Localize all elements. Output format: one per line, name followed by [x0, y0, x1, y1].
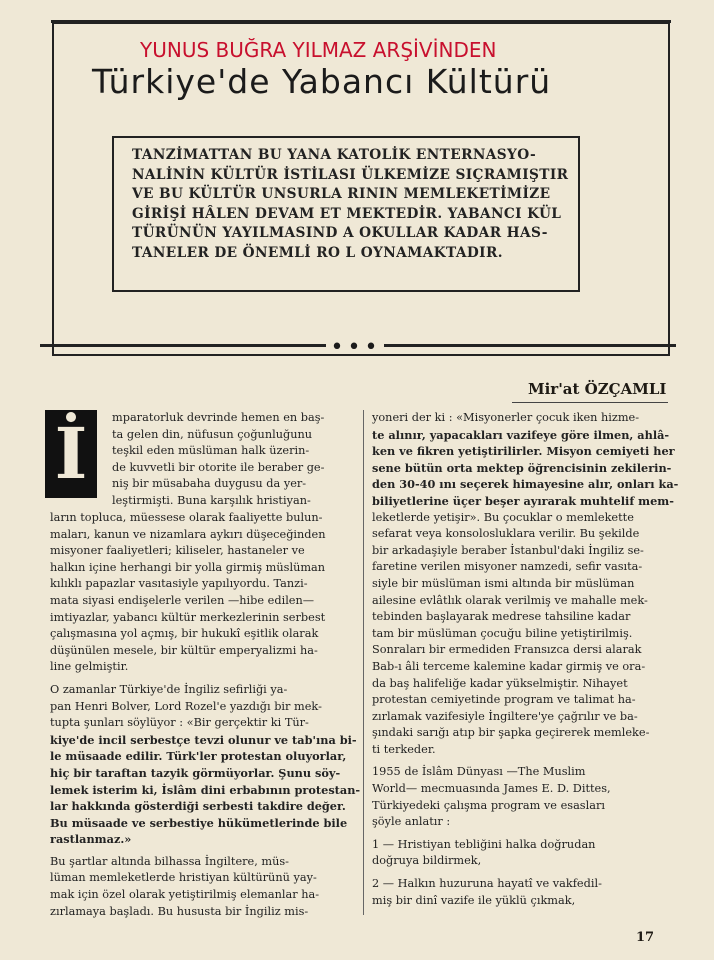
drop-cap [45, 410, 97, 498]
quote-line: kiye'de incil serbestçe tevzi olunur ve tab'ına bi- [50, 732, 357, 747]
text-line: faretine verilen misyoner namzedi, sefir vasıta- [372, 560, 643, 574]
separator-rule-left [40, 344, 326, 347]
page-number: 17 [636, 930, 655, 945]
text-line: da baş halifeliğe kadar yükselmiştir. Nihayet [372, 676, 628, 690]
text-line: şındaki sarığı atıp bir şapka geçirerek memleke- [372, 726, 650, 740]
author-name: Mir'at ÖZÇAMLI [528, 380, 667, 398]
left-column-body [50, 510, 361, 920]
text-line: zırlamaya başladı. Bu hususta bir İngiliz mis- [50, 904, 309, 918]
text-line: mparatorluk devrinde hemen en baş- [112, 411, 325, 424]
lead-line: TANELER DE ÖNEMLİ RO L OYNAMAKTADIR. [132, 244, 503, 261]
text-line: niş bir müsabaha duygusu da yer- [112, 477, 307, 491]
text-line: de kuvvetli bir otorite ile beraber ge- [112, 460, 325, 474]
text-line: çalışmasına yol açmış, bir hukukî eşitlik olarak [50, 627, 319, 641]
right-column-body [372, 410, 679, 909]
text-line: Bu şartlar altında bilhassa İngiltere, müs- [50, 854, 289, 868]
quote-line: Bu müsaade ve serbestiye hükümetlerinde bile [50, 815, 348, 830]
quote-line: ken ve fikren yetiştirilirler. Misyon cemiyeti her [372, 444, 675, 459]
quote-line: lar hakkında gösterdiği serbesti takdire değer. [50, 799, 346, 814]
lead-line: TANZİMATTAN BU YANA KATOLİK ENTERNASYO- [132, 147, 537, 163]
text-line: ti terkeder. [372, 742, 436, 756]
text-line: pan Henri Bolver, Lord Rozel'e yazdığı bir mek- [50, 699, 322, 713]
text-line: mak için özel olarak yetiştirilmiş elemanlar ha- [50, 888, 320, 902]
text-line: şöyle anlatır : [372, 815, 451, 829]
left-column-intro [112, 410, 352, 510]
text-line: line gelmiştir. [50, 660, 129, 674]
text-line: sefarat veya konsolosluklara verilir. Bu şekilde [372, 527, 640, 541]
lead-line: NALİNİN KÜLTÜR İSTİLASI ÜLKEMİZE SIÇRAMIŞTIR [132, 166, 569, 183]
list-item-line: 1 — Hristiyan tebliğini halka doğrudan [372, 837, 596, 851]
column-divider [363, 410, 364, 915]
text-line: lüman memleketlerde hristiyan kültürünü yay- [50, 871, 317, 885]
text-line: Türkiyedeki çalışma program ve esasları [372, 798, 605, 812]
text-line: tebinden başlayarak medrese tahsiline kadar [372, 610, 631, 624]
drop-cap-letter: İ [54, 412, 88, 495]
text-line: Bab-ı âli terceme kalemine kadar girmiş ve ora- [372, 659, 646, 673]
text-line: ta gelen din, nüfusun çoğunluğunu [112, 427, 313, 441]
lead-box [112, 136, 580, 292]
text-line: siyle bir müslüman ismi altında bir müslüman [372, 576, 635, 590]
archive-label: YUNUS BUĞRA YILMAZ ARŞİVİNDEN [140, 38, 497, 62]
text-line: maları, kanun ve nizamlara aykırı düşeceğinden [50, 527, 326, 541]
text-line: düşünülen mesele, bir kültür emperyalizmi ha- [50, 643, 318, 657]
text-line: mata siyasi endişelerle verilen —hibe edilen— [50, 593, 315, 607]
quote-line: lemek isterim ki, İslâm dini erbabının protestan- [50, 782, 361, 797]
lead-line: GİRİŞİ HÂLEN DEVAM ET MEKTEDİR. YABANCI KÜL [132, 205, 562, 222]
text-line: tupta şunları söylüyor : «Bir gerçektir ki Tür- [50, 716, 309, 730]
quote-line: hiç bir taraftan tazyik görmüyorlar. Şunu söy- [50, 765, 341, 780]
quote-line: te alınır, yapacakları vazifeye göre ilmen, ahlâ- [372, 427, 670, 442]
text-line: misyoner faaliyetleri; kiliseler, hastaneler ve [50, 544, 305, 558]
text-line: O zamanlar Türkiye'de İngiliz sefirliği ya- [50, 682, 288, 696]
article-title: Türkiye'de Yabancı Kültürü [92, 62, 552, 101]
text-line: ailesine evlâtlık olarak verilmiş ve mahalle mek- [372, 593, 648, 607]
quote-line: biliyetlerine üçer beşer ayırarak muhtelif mem- [372, 493, 674, 508]
separator-dots: ••• [330, 335, 382, 360]
lead-line: VE BU KÜLTÜR UNSURLA RININ MEMLEKETİMİZE [132, 186, 551, 203]
text-line: leştirmişti. Buna karşılık hristiyan- [112, 493, 311, 507]
text-line: kılıklı papazlar vasıtasiyle yapılıyordu. Tanzi- [50, 577, 308, 591]
quote-line: rastlanmaz.» [50, 832, 132, 847]
text-line: bir arkadaşiyle beraber İstanbul'daki İngiliz se- [372, 543, 644, 557]
text-line: World— mecmuasında James E. D. Dittes, [372, 782, 611, 796]
text-line: leketlerde yetişir». Bu çocuklar o memlekette [372, 510, 634, 524]
quote-line: sene bütün orta mektep öğrencisinin zekilerin- [372, 460, 672, 475]
text-line: protestan cemiyetinde program ve talimat ha- [372, 693, 636, 707]
text-line: teşkil eden müslüman halk üzerin- [112, 444, 310, 458]
text-line: imtiyazlar, yabancı kültür merkezlerinin serbest [50, 610, 326, 624]
text-line: zırlamak vazifesiyle İngiltere'ye çağrılır ve ba- [372, 709, 638, 723]
quote-line: le müsaade edilir. Türk'ler protestan oluyorlar, [50, 749, 347, 764]
separator-rule-right [384, 344, 676, 347]
text-line: yoneri der ki : «Misyonerler çocuk iken hizme- [372, 411, 640, 424]
author-underline [512, 402, 668, 403]
list-item-line: miş bir dinî vazife ile yüklü çıkmak, [372, 893, 576, 907]
text-line: ların topluca, müessese olarak faaliyette bulun- [50, 511, 323, 524]
text-line: tam bir müslüman çocuğu biline yetiştirilmiş. [372, 626, 633, 640]
list-item-line: 2 — Halkın huzuruna hayatî ve vakfedil- [372, 877, 602, 891]
list-item-line: doğruya bildirmek, [372, 854, 482, 868]
text-line: halkın içine herhangi bir yolla girmiş müslüman [50, 560, 326, 574]
quote-line: den 30-40 ını seçerek himayesine alır, onları ka- [372, 477, 679, 492]
lead-line: TÜRÜNÜN YAYILMASIND A OKULLAR KADAR HAS- [132, 225, 548, 242]
text-line: Sonraları bir ermediden Fransızca dersi alarak [372, 643, 642, 657]
text-line: 1955 de İslâm Dünyası —The Muslim [372, 765, 586, 779]
